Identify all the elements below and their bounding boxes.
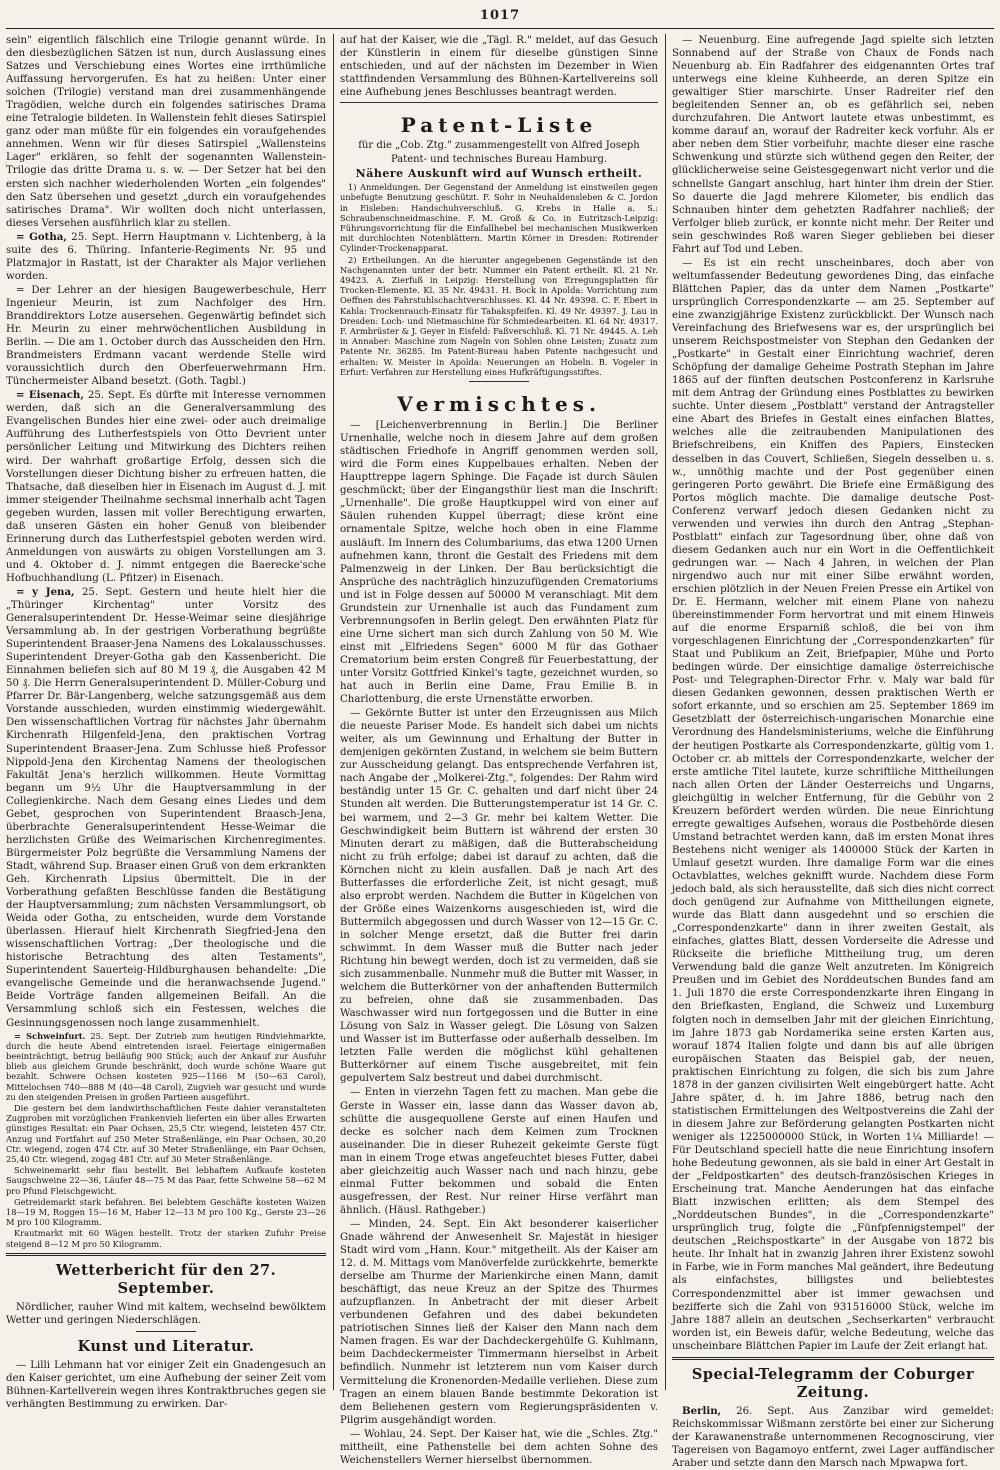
jena-article [6, 586, 326, 1030]
kunst-heading: Kunst und Literatur. [77, 1337, 255, 1355]
vermischtes-heading: Vermischtes. [397, 392, 601, 417]
section-divider [469, 381, 529, 382]
schweinfurt-paragraph: Krautmarkt mit 60 Wägen bestellt. Trotz der starken Zufuhr Preise steigend 8—12 M pro 50 Kilogramm. [6, 1228, 326, 1249]
column-1 [6, 34, 327, 1411]
eisenach-dateline: = Eisenach, [16, 389, 84, 402]
gotha-dateline: = Gotha, [16, 230, 67, 243]
telegram-article [672, 1405, 994, 1470]
urnenhalle-article: — [Leichenverbrennung in Berlin.] Die Berliner Urnenhalle, welche noch in diesem Jahre auf dem großen städtischen Friedhofe in Angriff genommen werden soll, wird die Form eines Kuppelbaues erhalten. Neben der Haupttreppe lagern Sphinge. Die Façade ist durch Säulen geschmückt; über der Eingangsthür liest man die Inschrift: „Urnenhalle". Die große Hauptkuppel wird von einer auf Säulen ruhenden Kuppel überragt; diese krönt eine ornamentale Spitze, welche hoch oben in eine Flamme ausläuft. Im Innern des Columbariums, das etwa 1200 Urnen aufnehmen kann, thront die Gestalt des Friedens mit dem Palmenzweig in der Linken. Der Bau berücksichtigt die Ansprüche des nachträglich hinzuzufügenden Crematoriums und ist in Folge dessen auf 50000 M veranschlagt. Mit dem Grundstein zur Urnenhalle ist auch das Fundament zum Verbrennungsofen in Berlin gelegt. Den erwähnten Platz für eine Urne sichert man sich durch Zahlung von 50 M. Wie einst mit „Elfriedens Segen" 6000 M für das Gothaer Crematorium beim ersten Congreß für Feuerbestattung, der unter Vorsitz Gottfried Kinkel's tagte, gezeichnet wurden, so hat auch in Berlin eine Dame, Frau Emilie B. in Charlottenburg, die erste Urnenstätte erworben. [340, 420, 658, 706]
telegram-heading: Special-Telegramm der Coburger Zeitung. [691, 1365, 975, 1401]
kunst-text: — Lilli Lehmann hat vor einiger Zeit ein Gnadengesuch an den Kaiser gerichtet, um eine Aufhebung der seiner Zeit vom Bühnen-Kartellverein wegen ihres Kontraktbruches gegen sie verhängten Bestimmung zu erwirken. Dar- [6, 1359, 326, 1411]
schweinfurt-paragraph: Die gestern bei dem landwirthschaftlichen Feste dahier veranstalteten Zugproben mit vorzüglichen Frankenvieh lieferten ein über alles Erwarten günstiges Resultat: ein Paar Ochsen, 25,5 Ctr. wiegend, leisteten 457 Ctr. Anzug und Fortfahrt auf 250 Meter Straßenlänge, ein Paar Ochsen, 30,20 Ctr. wiegend, zogen 474 Ctr. auf 30 Meter Straßenlänge, ein Paar Ochsen, 25,40 Ctr. wiegend, zogag 481 Ctr. auf 30 Meter Straßenlänge. [6, 1102, 326, 1164]
schweinfurt-article [6, 1031, 326, 1102]
telegram-text: 26. Sept. Aus Zanzibar wird gemeldet: Reichskommissar Wißmann zerstörte bei einer zur Sicherung der Karawanenstraße unternommenen Recognoscirung, vier Tagereisen von Bagamoyo entfernt, zwei Lager auffändischer Araber und setzte dann den Marsch nach Mpwapwa fort. [672, 1405, 994, 1469]
patent-grants: 2) Ertheilungen. An die hierunter angegebenen Gegenstände ist den Nachgenannten unter der betr. Nummer ein Patent ertheilt. Kl. 21 Nr. 49423. A. Zierfuß in Leipzig: Herstellung von Erregungsplatten für Trocken-Elemente. Kl. 35 Nr. 49431. H. Bock in Apolda: Vorrichtung zum Oeffnen des Fahrstuhlschachtverschlusses. Kl. 44 Nr. 49398. C. F. Ebert in Kahla: Trockenrauch-Einsatz für Tabakspfeifen. Kl. 49 Nr. 49397. J. Lau in Dresden: Loch- und Nietmaschine für Schmiedearbeiten. Kl. 64 Nr. 49317. F. Armbrüster & J. Geyer in Eisfeld: Faßverschluß. Kl. 71 Nr. 49445. A. Leh in Annaber: Maschine zum Nageln von Sohlen ohne Leisten; Zusatz zum Patente Nr. 36285. Im Patent-Bureau haben Patente nachgesucht und erhalten: W. Meister in Apolda: Neuerungen an Hobeln. B. Vogeler in Erfurt: Verfahren zur Herstellung eines Hufkräftigungsstiftes. [340, 254, 658, 377]
trilogie-correction: sein" eigentlich fälschlich eine Trilogie genannt würde. In den diesbezüglichen Sätzen ist nun, durch Auslassung eines Satzes und Verschiebung eines Wortes eine irrthümliche Auffassung hervorgerufen. Es hat zu heißen: Unter einer solchen (Trilogie) verstand man drei zusammenhängende Tragödien, welche durch ein folgendes satirisches Drama eine Tetralogie bildeten. In Wallenstein fehlt dieses Satirspiel ganz oder man müßte für ein folgendes ein voraufgehendes annehmen. Wenn wir für dieses Satirspiel „Wallensteins Lager" erklären, so fehlt der sogenannten Wallenstein-Trilogie das dritte Drama u. s. w. — Der Setzer hat bei den ersten sich nachher wiederholenden Worten „ein folgendes" den Satz übersehen und gesetzt „durch ein voraufgehendes satirisches Drama". Wir wollten doch nicht unterlassen, dieses Versehen ausführlich klar zu stellen. [6, 35, 326, 229]
patent-bureau: Patent- und technisches Bureau Hamburg. [390, 153, 608, 165]
jena-text: 25. Sept. Gestern und heute hielt hier die „Thüringer Kirchentag" unter Vorsitz des Generalsuperintendent Dr. Hesse-Weimar seine diesjährige Versammlung ab. In der gestrigen Vorberathung begrüßte Superintendent Braaser-Jena Namens des Lokalausschusses. Superintendent Dreyer-Gotha gab den Kassenbericht. Die Einnahmen beliefen sich auf 80 M 19 ₰, die Ausgaben 42 M 50 ₰. Die Herrn Generalsuperintendent D. Müller-Coburg und Pfarrer Dr. Bär-Langenberg, welche satzungsgemäß aus dem Vorstande ausschieden, wurden einstimmig wiedergewählt. Den wissenschaftlichen Vortrag für nächstes Jahr übernahm Kirchenrath Hilgenfeld-Jena, den praktischen Vortrag Superintendent Braaser-Jena. Zum Schlusse hieß Professor Nippold-Jena den Kirchentag Namens der theologischen Fakultät Jena's herzlich willkommen. Heute Vormittag begann um 9½ Uhr die Hauptversammlung in der Collegienkirche. Nach dem Gesang eines Liedes und dem Gebet, gesprochen von Superintendent Braasch-Jena, überbrachte Generalsuperintendent Hesse-Weimar die herzlichsten Grüße des Weimarischen Kirchenregimentes. Bürgermeister Polz begrüßte die Versammlung Namens der Stadt, während Sup. Braaser einen Gruß von dem erkrankten Geh. Kirchenrath Lipsius übermittelt. Die in der Vorberathung gefaßten Beschlüsse fanden die Bestätigung der Hauptversammlung; zum nächsten Versammlungsort, ob Weida oder Gotha, zu entscheiden, wurde dem Vorstande überlassen. Hierauf hielt Kirchenrath Siegfried-Jena den wissenschaftlichen Vortrag: „Der theologische und die historische Betrachtung des alten Testaments", Superintendent Sauerteig-Hildburghausen behandelte: „Die evangelische Gemeinde und die heranwachsende Jugend." Beide Vorträge fanden allgemeinen Beifall. An die Versammlung schloß sich ein Festessen, welches die Gesinnungsgenossen noch lange zusammenhielt. [6, 586, 326, 1029]
postkarte-article: — Es ist ein recht unscheinbares, doch aber von weltumfassender Bedeutung gewordenes Ding, das einfache Blättchen Papier, das da unter dem Namen „Postkarte" ursprünglich Correspondenzkarte — am 25. September auf eine zwanzigjährige Existenz zurückblickt. Der Wunsch nach Vereinfachung des Briefwesens war es, der ursprünglich bei unserem Reichspostmeister von Stephan den Gedanken der „Postkarte" in Gestalt einer Einrichtung wachrief, deren Schöpfung der damalige Geheime Postrath Stephan im Jahre 1865 auf der fünften deutschen Postconferenz in Karlsruhe mit dem Antrag der Gründung eines Postblattes zu bewirken suchte. Unter diesem „Postblatt" verstand der Antragsteller eine Abart des Briefes in Gestalt eines einfachen Blattes, welches alle die zeitraubenden Manipulationen des Briefschreibens, ein Kniffen des Papiers, Einstecken desselben in das Couvert, Schließen, Siegeln desselben u. s. w., unnöthig machte und der Post gegenüber einen geringeren Porto gewährt. Die Briefe eine Ermäßigung des Portos möglich machte. Die damalige deutsche Post-Conferenz verwarf jedoch diesen Gedanken nicht zu verwenden und verwies ihn durch den Antrag „Stephan-Postblatt" einfach zur Tagesordnung über, ohne daß von diesem Gedanken auch nur ein Wort in die Oeffentlichkeit gedrungen war. — Nach 4 Jahren, in welchen der Plan nirgendwo auch nur mit einer Silbe erwähnt worden, erschien plötzlich in der Neuen Freien Presse ein Artikel von Dr. E. Hermann, welcher mit einem Plane von nahezu übereinstimmender Form hervortrat und mit einem Hinweis auf die enorme Ersparniß schloß, die bei von ihm vorgeschlagenen Einrichtung der „Correspondenzkarten" für Staat und Publikum an Zeit, Briefpapier, Mühe und Porto bedingen würde. Der einsichtige damalige österreichische Post- und Telegraphen-Director Frhr. v. Maly war bald für diesen Gedanken gewonnen, dessen praktischen Werth er sofort erkannte, und so erschien am 25. September 1869 im Gesetzblatt der österreichisch-ungarischen Monarchie eine Verordnung des Handelsministeriums, welche die Einführung der heutigen Postkarte als Correspondenzkarte, gültig vom 1. October cr. ab mittels der Correspondenzkarte, welcher der erste amtliche Titel lautete, kurze schriftliche Mittheilungen nach allen Orten der Länder Oesterreichs und Ungarns, gleichgültig in welcher Entfernung, für die Gebühr von 2 Kreuzern befördert werden würden. Die neue Einrichtung erregte gewaltiges Aufsehen, woraus die Postbehörde diesen Umstand betrachtet werden kann, daß im ersten Monat ihres Bestehens nicht weniger als 1400000 Stück der Karten in Umlauf gesetzt wurden. Ihre damalige Form war die eines Octavblattes, welches geknifft wurde. Nachdem diese Form jedoch bald, als sich herausstellte, daß sich dies nicht correct doch genügend zur Aufnahme von Mittheilungen eignete, wurde das Blatt dann ausgedehnt und so erschien die „Correspondenzkarte" dann in ihrer zweiten Gestalt, als einfaches, glattes Blatt, dessen Vorderseite die Adresse und Rückseite die briefliche Mittheilung trug, um deren Verwendung bald die ganze Welt anzutreten. Im Königreich Preußen und im Gebiet des Norddeutschen Bundes fand am 1. Juli 1870 die erste Correspondenzkarte ihren Eingang in den Briefkasten, England, die Schweiz und Luxemburg folgten noch in demselben Jahr mit der gleichen Einrichtung, im Jahre 1873 gab Nordamerika seine ersten Karten aus, worauf 1874 Italien folgte und dann bis auf alle übrigen europäischen Staaten das Beispiel gab, der neuen, praktischen Einrichtung zu folgen, die sich bis zum Jahre 1878 in der ganzen civilisirten Welt eingebürgert hatte. Acht Jahre später, d. h. im Jahre 1886, betrug nach den statistischen Ermittelungen des Weltpostvereins die Zahl der in diesem Jahre zur Beförderung gelangten Postkarten nicht weniger als 1225000000 Stück, in Worten 1¼ Milliarde! — Für Deutschland speciell hatte die neue Einrichtung insofern hohe Bedeutung gewonnen, als sie bald in einer Art Gestalt in der „Feldpostkarten" des deutsch-französischen Krieges in Erscheinung trat. Manche Aenderungen hat das einfache Blatt inzwischen erlitten; als dem Stempel des „Norddeutschen Bundes", in die „Correspondenzkarte" ursprünglich trug, folgte die „Fünfpfennigstempel" der deutschen „Reichspostkarte" in der Ausgabe von 1872 bis heute. Ihr Inhalt hat in zwanzig Jahren ihrer Existenz sowohl in Farbe, wie in Form manches Mal geändert, ihre Bedeutung als einfachstes, billigstes und beliebtestes Correspondenzmittel aber ist immer gewachsen und bezifferte sich die Zahl von 931516000 Stück, welche im Jahre 1887 allein an deutschen „Sechserkarten" verbraucht worden ist, ein Beweis dafür, welche Bedeutung, welche das unscheinbare Blättchen Papier im Laufe der Zeit erlangt hat. [672, 257, 994, 1352]
patent-registrations: 1) Anmeldungen. Der Gegenstand der Anmeldung ist einstweilen gegen unbefugte Benutzung geschützt. F. Sohr in Neuhaldensleben & C. Jordon in Eisleben: Handschuhverschluß. G. Krebs in Halle a. S.: Schraubenschneidmaschine. F. M. Groß & Co. in Eutritzsch-Leipzig: Führungsvorrichtung für die Einfallhebel bei mechanischen Musikwerken mit durchlochten Notenblättern. Martin Körner in Dresden: Rotirender Cylinder-Trockenapparat. [340, 182, 658, 254]
schweinfurt-paragraph: Schweinemarkt sehr flau bestellt. Bei lebhaftem Aufkaufe kosteten Saugschweine 22—36, Läufer 48—75 M das Paar, fette Schweine 58—62 M pro Pfund Fleischgewicht. [6, 1165, 326, 1196]
column-2 [340, 34, 658, 1466]
enten-source: (Häusl. Rathgeber.) [384, 1204, 486, 1216]
gotha-fire-article [6, 284, 326, 388]
section-divider [672, 1357, 994, 1360]
patent-subtitle: für die „Cob. Ztg." zusammengestellt von Alfred Joseph [358, 140, 640, 152]
schweinfurt-dateline: = Schweinfurt. [14, 1030, 86, 1041]
column-rule-left [333, 34, 334, 1390]
schweinfurt-market-report [6, 1031, 326, 1249]
gotha-fire-text: = Der Lehrer an der hiesigen Baugewerbeschule, Herr Ingenieur Meurin, ist zum Nachfolger des Hrn. Branddirektors Lotze ausersehen. Gegenwärtig befindet sich Hr. Meurin zu einer mehrwöchentlichen Ausbildung in Berlin. — Die am 1. October durch das Ausscheiden den Hrn. Brandmeisters Erdmann vacant werdende Stelle wird voraussichtlich durch den Oberfeuerwehrmann Hrn. Tünchermeister Alband besetzt. [6, 284, 326, 388]
schweinfurt-paragraph: Getreidemarkt stark befahren. Bei belebtem Geschäfte kosteten Waizen 18—19 M, Roggen 15—16 M, Haber 12—13 M pro 100 Kg., Gerste 23—26 M pro 100 Kilogramm. [6, 1196, 326, 1228]
section-divider [340, 102, 658, 103]
wohlau-article: — Wohlau, 24. Sept. Der Kaiser hat, wie die „Schles. Ztg." mittheilt, eine Pathenstelle bei dem achten Sohne des Weichenstellers Werner hierselbst übernommen. [340, 1428, 658, 1466]
enten-article [340, 1086, 658, 1216]
jena-dateline: = y Jena, [16, 585, 75, 598]
weather-heading: Wetterbericht für den 27. September. [55, 1261, 277, 1297]
patent-list [340, 182, 658, 377]
eisenach-article [6, 389, 326, 585]
butter-article: — Gekörnte Butter ist unter den Erzeugnissen aus Milch die neueste Pariser Mode. Es handelt sich dabei um nichts weiter, als um Gewinnung und Erhaltung der Butter in demjenigen gekörnten Zustand, in welchem sie beim Buttern zur Ausscheidung gelangt. Das entsprechende Verfahren ist, nach Angabe der „Molkerei-Ztg.", folgendes: Der Rahm wird beständig unter 15 Gr. C. gehalten und darf nicht über 24 Stunden alt werden. Die Butterungstemperatur ist 14 Gr. C. bei warmem, und 2—3 Gr. mehr bei kaltem Wetter. Die Geschwindigkeit beim Buttern ist während der ersten 30 Minuten derart zu mäßigen, daß die Butterabscheidung nicht zu früh erfolge; dabei ist darauf zu achten, daß die Körnchen nicht zu klein ausfallen. Daß je nach Art des Butterfasses die erforderliche Zeit, ist nicht gesagt, muß also erprobt werden. Nachdem die Butter in Kügelchen von der Größe eines Waizenkorns ausgeschieden ist, wird die Buttermilch abgegossen und durch Wasser von 12—15 Gr. C. in solcher Menge ersetzt, daß die Butter frei darin schwimmt. In dem Wasser muß die Butter nach jeder Richtung hin bewegt werden, doch ist zu vermeiden, daß sie sich zusammenballe. Nunmehr muß die Butter mit Wasser, in welchem die Butterkörner von der anhaftenden Buttermilch zu befreien, ohne daß sie zusammenbaden. Das Waschwasser wird nun fortgegossen und die Butter in eine Lösung von Salz in Wasser gelegt. Die Lösung von Salzen und Wasser ist im Butterfasse oder außerhalb desselben. Im letzten Falle werden die möglichst kühl gehaltenen Butterkörner auf einem Tische ausgebreitet, mit fein gepulvertem Salz bestreut und dabei durchmischt. [340, 708, 658, 1085]
top-rule [6, 28, 994, 29]
neuenburg-article: — Neuenburg. Eine aufregende Jagd spielte sich letzten Sonnabend auf der Straße von Chaux de Fonds nach Neuenburg ab. Ein Radfahrer des eidgenannten Ortes traf unterwegs eine kleine Kuhheerde, an deren Spitze ein gewaltiger Stier marschirte. Unser Radreiter rief den begleitenden Senner an, ob es gefährlich sei, neben durchzufahren. Die Antwort lautete etwas unbestimmt, es komme darauf an, worauf der Radreiter keck vorfuhr. Als er aber neben dem Stier vorbeifuhr, machte dieser eine rasche Schwenkung und stürzte sich wüthend gegen den Reiter, der glücklicherweise seine Geistesgegenwart nicht verlor und die schnellste Gangart anschlug, hart hinter ihm drein der Stier. So dauerte die Jagd mehrere Kilometer, bis endlich das Schnauben hinter dem gehetzten Radfahrer nachließ; der Verfolger blieb zurück, er konnte nicht mehr. Der Reiter und sein geschwindes Roß waren Sieger geblieben bei dieser Fahrt auf Tod und Leben. [672, 35, 994, 255]
patent-note: Nähere Auskunft wird auf Wunsch ertheilt. [355, 167, 643, 181]
schweinfurt-text: 25. Sept. Der Zutrieb zum heutigen Rindviehmarkte, durch die heute Abend eintretenden israel. Feiertage einigermaßen beeinträchtigt, betrug beiläufig 900 Stück; auch der Ankauf zur Ausfuhr blieb aus gleichem Grunde beschränkt, doch wurde schöne Waare gut bezahlt. Schwere Ochsen kosteten 925—1166 M (50—63 Carol), Mittelochsen 740—888 M (40—48 Carol), Zugvieh war gesucht und wurde zu den steigenden Preisen in großen Partieen ausgeführt. [6, 1030, 327, 1102]
weather-text: Nördlicher, rauher Wind mit kaltem, wechselnd bewölktem Wetter und geringen Niederschlägen. [6, 1301, 326, 1326]
column-rule-right [665, 34, 666, 1390]
section-divider [136, 1331, 196, 1332]
column-3 [672, 34, 994, 1469]
minden-article: — Minden, 24. Sept. Ein Akt besonderer kaiserlicher Gnade während der Anwesenheit Sr. Majestät in hiesiger Stadt wird vom „Hann. Kour." mitgetheilt. Als der Kaiser am 12. d. M. Mittags vom Manöverfelde zurückkehrte, bemerkte derselbe am Thurme der Marienkirche einen Mann, damit beschäftigt, das neue Kreuz an der Spitze des Thurmes aufzupflanzen. In Anbetracht der mit dieser Arbeit verbundenen Gefahren und des dabei bekundeten patriotischen Sinnes ließ der Kaiser den Mann nach dem Namen fragen. Es war der Dachdeckergehülfe G. Kuhlmann, beim Dachdeckermeister Timmermann hierselbst in Arbeit befindlich. Nunmehr ist letzterem nun vom Kaiser durch Vermittelung die Kronenorden-Medaille verliehen. Diese zum Tragen an einem blauen Bande bestimmte Dekoration ist dem Beliehenen gestern vom Regierungspräsidenten v. Pilgrim ausgehändigt worden. [340, 1218, 658, 1426]
gotha-fire-source: (Goth. Tagbl.) [174, 376, 246, 388]
enten-text: — Enten in vierzehn Tagen fett zu machen. Man gebe die Gerste in Wasser ein, lasse dann das Wasser davon ab, schütte die ausgequollene Gerste auf einen Haufen und decke es solcher nach dem Keimen zum Trocknen auseinander. Die in dieser Ruhezeit gekeimte Gerste fügt man in einem Troge etwas angefeuchtet bieses Futter, dabei aber gleichzeitig auch Wasser nach und nach hinzu, gebe einmal Futter bekommen und sobald die Enten ausgefressen, der Rest. Nur reiner Hirse verfährt man ähnlich. [340, 1087, 658, 1216]
page-number: 1017 [479, 8, 521, 23]
telegram-dateline: Berlin, [682, 1404, 722, 1417]
eisenach-text: 25. Sept. Es dürfte mit Interesse vernommen werden, daß sich an die Generalversammlung des Evangelischen Bundes hier eine zwei- oder auch dreimalige Aufführung des Lutherfestspiels von Otto Devrient unter persönlicher Leitung und Mitwirkung des Dichters reihen wird. Der wahrhaft großartige Erfolg, dessen sich die Vorstellungen dieser Dichtung bisher zu erfreuen hatten, die Thatsache, daß dieselben hier in Eisenach im August d. J. mit immer steigender Theilnahme sechsmal innerhalb acht Tagen gegeben wurden, lassen mit voller Berechtigung erwarten, daß unseren Gästen ein hoher Genuß von bleibender Erinnerung durch das Lutherfestspiel geboten werden wird. Anmeldungen von auswärts zu obigen Vorstellungen am 3. und 4. Oktober d. J. nimmt entgegen die Baerecke'sche Hofbuchhandlung (L. Pfitzer) in Eisenach. [6, 390, 326, 584]
kunst-continuation: auf hat der Kaiser, wie die „Tägl. R." meldet, auf das Gesuch der Künstlerin in einem für dieselbe günstigen Sinne entschieden, und auf der nächsten im Dezember in Wien stattfindenden Versammlung des Bühnen-Kartellvereins soll eine Aufhebung jenes Beschlusses beantragt werden. [340, 35, 658, 99]
gotha-article [6, 231, 326, 283]
section-divider [6, 1253, 326, 1256]
gotha-text: 25. Sept. Herrn Hauptmann v. Lichtenberg, à la suite des 6. Thüring. Infanterie-Regiments Nr. 95 und Platzmajor in Rastatt, ist der Charakter als Major verliehen worden. [6, 231, 326, 282]
patent-heading: Patent-Liste [400, 113, 598, 138]
